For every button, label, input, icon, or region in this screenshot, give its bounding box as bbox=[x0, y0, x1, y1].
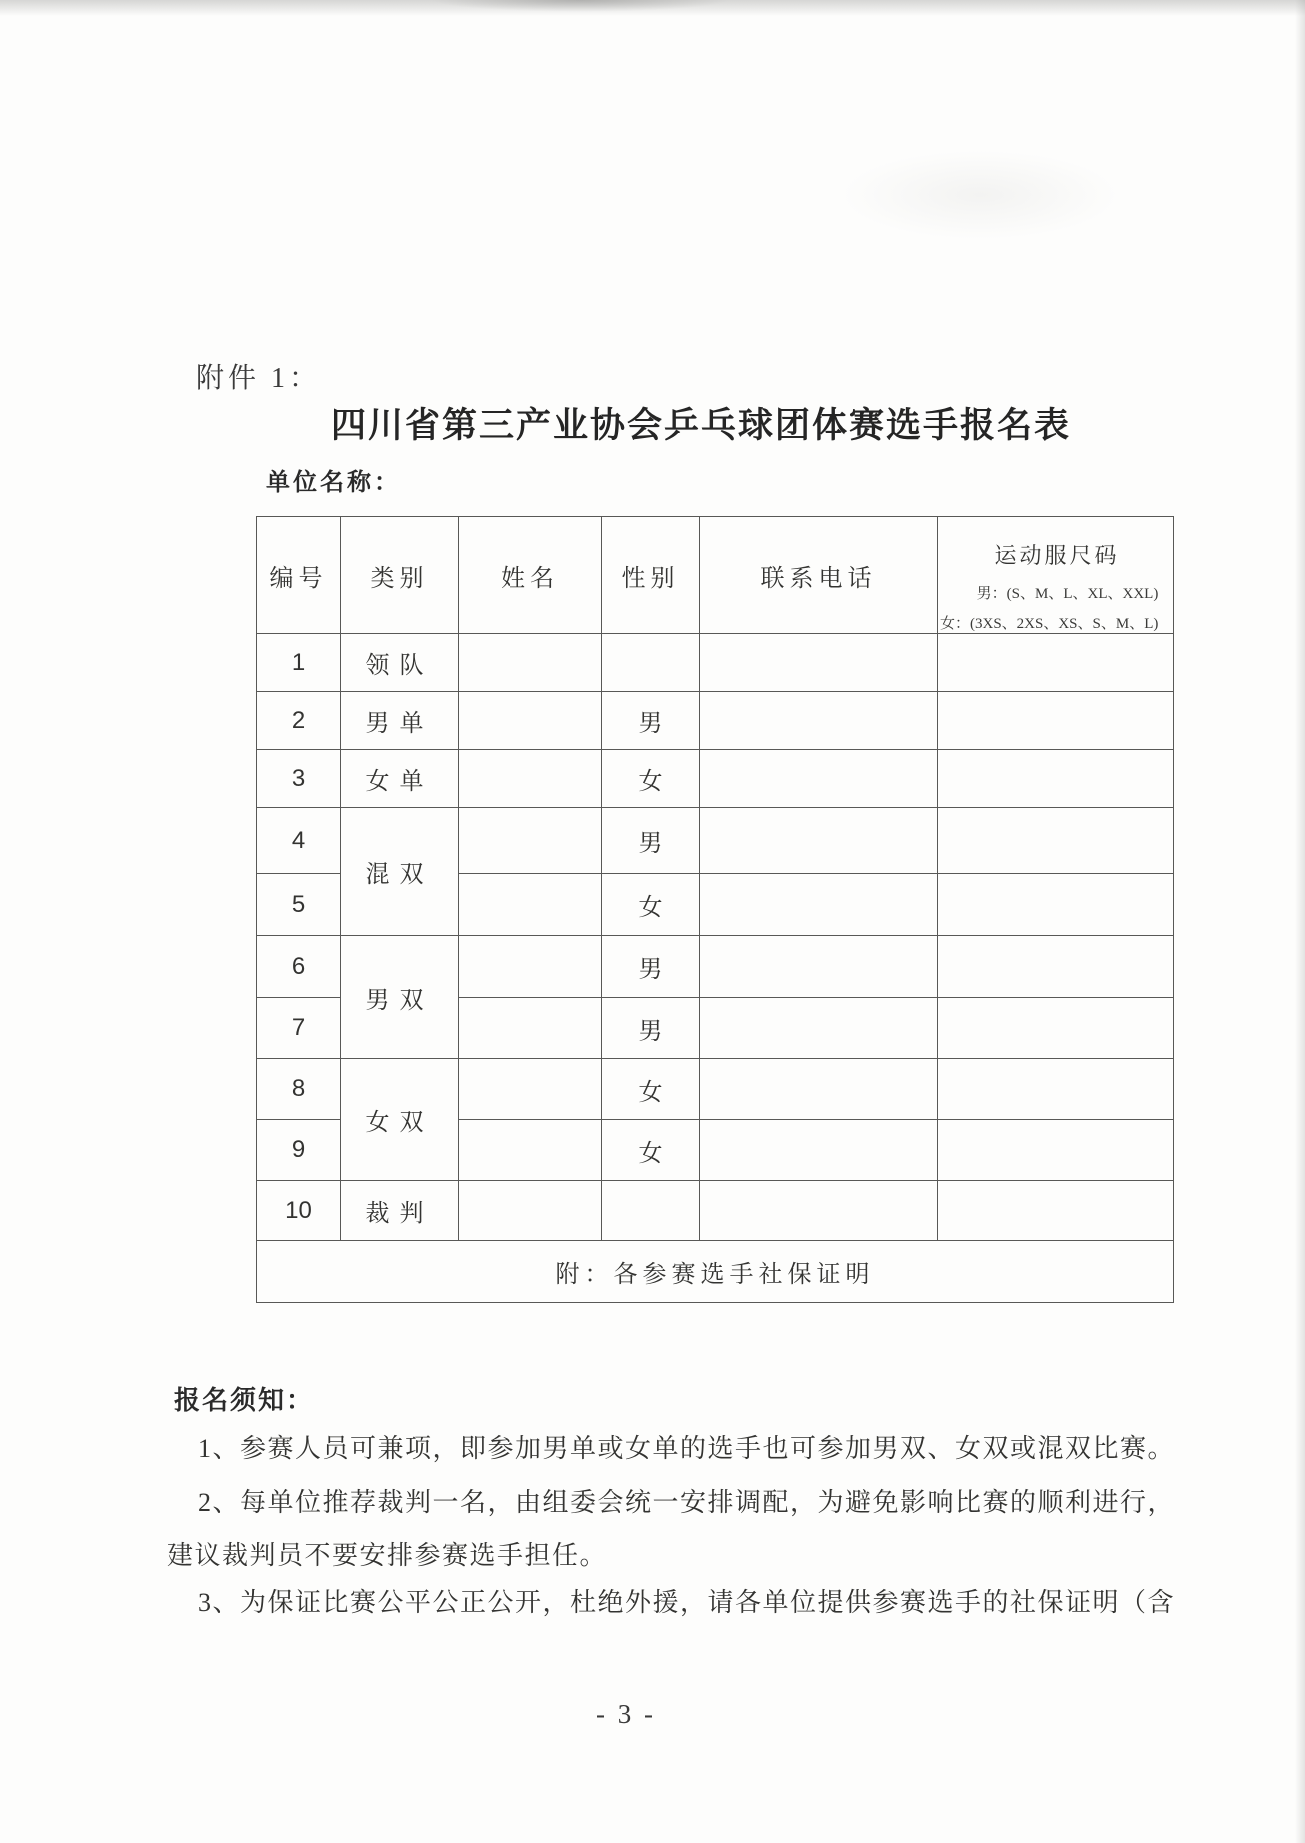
gender-cell: 女 bbox=[602, 1059, 700, 1120]
row-number-cell: 10 bbox=[257, 1181, 341, 1241]
scan-artifact-right bbox=[1295, 0, 1305, 1843]
page-title: 四川省第三产业协会乒乓球团体赛选手报名表 bbox=[331, 406, 1072, 445]
page-number: - 3 - bbox=[596, 1699, 656, 1729]
note-line-1: 1、参赛人员可兼项，即参加男单或女单的选手也可参加男双、女双或混双比赛。 bbox=[198, 1434, 1176, 1463]
gender-cell: 男 bbox=[602, 692, 700, 750]
phone-cell bbox=[700, 1059, 938, 1120]
size-cell bbox=[938, 1059, 1174, 1120]
gender-cell: 男 bbox=[602, 998, 700, 1059]
scan-artifact-patch bbox=[430, 0, 730, 12]
category-cell: 女双 bbox=[341, 1059, 459, 1181]
header-no: 编号 bbox=[257, 517, 341, 634]
category-cell: 裁判 bbox=[341, 1181, 459, 1241]
table-row bbox=[257, 750, 1174, 808]
phone-cell bbox=[700, 692, 938, 750]
row-number-cell: 7 bbox=[257, 998, 341, 1059]
category-cell: 领队 bbox=[341, 634, 459, 692]
size-cell bbox=[938, 692, 1174, 750]
phone-cell bbox=[700, 1120, 938, 1181]
header-category: 类别 bbox=[341, 517, 459, 634]
name-cell bbox=[459, 1181, 602, 1241]
size-cell bbox=[938, 634, 1174, 692]
header-size-women: 女：(3XS、2XS、XS、S、M、L) bbox=[940, 616, 1159, 632]
gender-cell bbox=[602, 634, 700, 692]
registration-table bbox=[256, 516, 1174, 1303]
row-number-cell: 2 bbox=[257, 692, 341, 750]
table-row bbox=[257, 936, 1174, 998]
table-footer-note: 附：各参赛选手社保证明 bbox=[257, 1241, 1174, 1303]
name-cell bbox=[459, 998, 602, 1059]
size-cell bbox=[938, 936, 1174, 998]
gender-cell: 男 bbox=[602, 936, 700, 998]
size-cell bbox=[938, 808, 1174, 874]
phone-cell bbox=[700, 998, 938, 1059]
header-size-men: 男：(S、M、L、XL、XXL) bbox=[976, 586, 1159, 602]
table-row bbox=[257, 692, 1174, 750]
table-row bbox=[257, 808, 1174, 874]
phone-cell bbox=[700, 808, 938, 874]
note-line-3: 建议裁判员不要安排参赛选手担任。 bbox=[167, 1541, 608, 1570]
table-row bbox=[257, 1059, 1174, 1120]
phone-cell bbox=[700, 936, 938, 998]
size-cell bbox=[938, 998, 1174, 1059]
table-footer-row bbox=[257, 1241, 1174, 1303]
row-number-cell: 1 bbox=[257, 634, 341, 692]
row-number-cell: 4 bbox=[257, 808, 341, 874]
table-row bbox=[257, 634, 1174, 692]
row-number-cell: 3 bbox=[257, 750, 341, 808]
category-cell: 混双 bbox=[341, 808, 459, 936]
name-cell bbox=[459, 750, 602, 808]
note-line-4: 3、为保证比赛公平公正公开，杜绝外援，请各单位提供参赛选手的社保证明（含 bbox=[198, 1588, 1176, 1617]
header-phone: 联系电话 bbox=[700, 517, 938, 634]
header-gender: 性别 bbox=[602, 517, 700, 634]
gender-cell: 女 bbox=[602, 1120, 700, 1181]
name-cell bbox=[459, 1059, 602, 1120]
phone-cell bbox=[700, 1181, 938, 1241]
gender-cell: 男 bbox=[602, 808, 700, 874]
phone-cell bbox=[700, 634, 938, 692]
scan-artifact-blob bbox=[840, 150, 1120, 240]
header-name: 姓名 bbox=[459, 517, 602, 634]
phone-cell bbox=[700, 750, 938, 808]
name-cell bbox=[459, 874, 602, 936]
name-cell bbox=[459, 808, 602, 874]
size-cell bbox=[938, 1181, 1174, 1241]
row-number-cell: 9 bbox=[257, 1120, 341, 1181]
note-line-2: 2、每单位推荐裁判一名，由组委会统一安排调配，为避免影响比赛的顺利进行， bbox=[198, 1488, 1176, 1517]
table-row bbox=[257, 1181, 1174, 1241]
size-cell bbox=[938, 874, 1174, 936]
gender-cell bbox=[602, 1181, 700, 1241]
size-cell bbox=[938, 750, 1174, 808]
name-cell bbox=[459, 1120, 602, 1181]
header-size bbox=[938, 517, 1174, 634]
header-size-title: 运动服尺码 bbox=[994, 543, 1120, 568]
gender-cell: 女 bbox=[602, 874, 700, 936]
size-cell bbox=[938, 1120, 1174, 1181]
phone-cell bbox=[700, 874, 938, 936]
name-cell bbox=[459, 936, 602, 998]
gender-cell: 女 bbox=[602, 750, 700, 808]
row-number-cell: 6 bbox=[257, 936, 341, 998]
table-header-row bbox=[257, 517, 1174, 634]
attachment-label: 附件 1： bbox=[196, 363, 322, 394]
name-cell bbox=[459, 692, 602, 750]
category-cell: 男单 bbox=[341, 692, 459, 750]
unit-name-label: 单位名称： bbox=[266, 470, 401, 496]
row-number-cell: 5 bbox=[257, 874, 341, 936]
category-cell: 男双 bbox=[341, 936, 459, 1059]
notes-heading: 报名须知： bbox=[174, 1386, 315, 1415]
category-cell: 女单 bbox=[341, 750, 459, 808]
row-number-cell: 8 bbox=[257, 1059, 341, 1120]
name-cell bbox=[459, 634, 602, 692]
